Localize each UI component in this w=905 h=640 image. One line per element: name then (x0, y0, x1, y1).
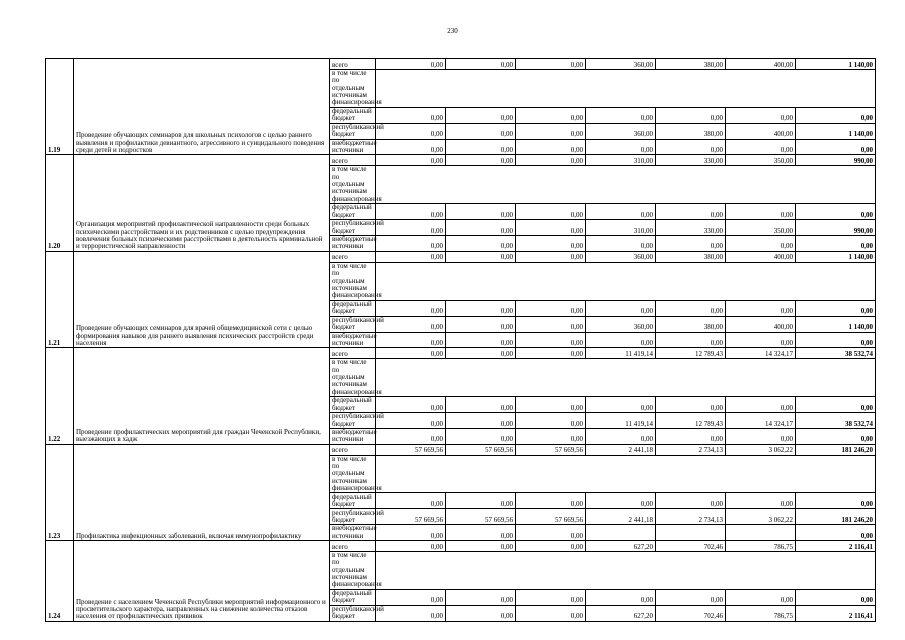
row-total-value: 38 532,74 (796, 348, 876, 359)
source-label-republican: республиканский бюджет (330, 412, 376, 428)
year-value: 310,00 (586, 220, 656, 236)
table-row (46, 444, 876, 455)
year-value: 360,00 (586, 59, 656, 70)
empty-cell (376, 262, 876, 300)
year-value: 0,00 (446, 348, 516, 359)
year-value: 0,00 (376, 348, 446, 359)
row-total-value: 0,00 (796, 493, 876, 509)
table-row (46, 251, 876, 262)
year-value: 3 062,22 (726, 444, 796, 455)
year-value: 0,00 (516, 541, 586, 552)
item-number: 1.21 (46, 251, 74, 347)
year-value: 0,00 (376, 589, 446, 605)
row-total-value: 0,00 (796, 332, 876, 348)
source-label-including: в том числе по отдельным источникам финансирования (330, 359, 376, 397)
year-value: 786,75 (726, 605, 796, 621)
year-value: 0,00 (446, 316, 516, 332)
year-value: 0,00 (586, 396, 656, 412)
year-value: 0,00 (446, 107, 516, 123)
year-value: 0,00 (376, 541, 446, 552)
year-value: 0,00 (516, 204, 586, 220)
year-value: 0,00 (446, 220, 516, 236)
year-value: 0,00 (516, 139, 586, 155)
year-value: 0,00 (726, 107, 796, 123)
year-value: 0,00 (516, 396, 586, 412)
year-value: 0,00 (446, 155, 516, 166)
year-value (656, 525, 726, 541)
year-value: 0,00 (656, 107, 726, 123)
year-value: 0,00 (586, 107, 656, 123)
year-value: 786,75 (726, 541, 796, 552)
year-value: 400,00 (726, 251, 796, 262)
source-label-including: в том числе по отдельным источникам финансирования (330, 166, 376, 204)
year-value: 2 734,13 (656, 509, 726, 525)
year-value: 12 789,43 (656, 348, 726, 359)
empty-cell (376, 455, 876, 493)
source-label-extrabudget: внебюджетные источники (330, 428, 376, 444)
item-number: 1.20 (46, 155, 74, 251)
row-total-value: 1 140,00 (796, 316, 876, 332)
year-value: 0,00 (376, 59, 446, 70)
year-value: 2 441,18 (586, 509, 656, 525)
year-value: 57 669,56 (516, 509, 586, 525)
source-label-total: всего (330, 541, 376, 552)
year-value: 57 669,56 (516, 444, 586, 455)
row-total-value: 0,00 (796, 204, 876, 220)
source-label-extrabudget: внебюджетные источники (330, 525, 376, 541)
year-value: 0,00 (586, 493, 656, 509)
year-value: 0,00 (656, 428, 726, 444)
year-value: 380,00 (656, 123, 726, 139)
row-total-value: 0,00 (796, 236, 876, 252)
year-value: 0,00 (516, 428, 586, 444)
year-value: 0,00 (656, 493, 726, 509)
year-value: 0,00 (446, 412, 516, 428)
row-total-value: 1 140,00 (796, 59, 876, 70)
row-total-value: 1 140,00 (796, 251, 876, 262)
year-value: 0,00 (656, 589, 726, 605)
empty-cell (376, 70, 876, 108)
row-total-value: 2 116,41 (796, 605, 876, 621)
year-value: 57 669,56 (446, 444, 516, 455)
year-value: 0,00 (376, 332, 446, 348)
year-value: 0,00 (586, 139, 656, 155)
year-value: 14 324,17 (726, 348, 796, 359)
item-name: Профилактика инфекционных заболеваний, включая иммунопрофилактику (74, 444, 330, 540)
year-value: 702,46 (656, 541, 726, 552)
empty-cell (376, 166, 876, 204)
year-value: 0,00 (516, 525, 586, 541)
year-value: 0,00 (376, 428, 446, 444)
row-total-value: 0,00 (796, 525, 876, 541)
year-value: 400,00 (726, 59, 796, 70)
year-value: 0,00 (586, 332, 656, 348)
year-value: 0,00 (516, 493, 586, 509)
source-label-republican: республиканский бюджет (330, 605, 376, 621)
empty-cell (376, 552, 876, 590)
year-value: 0,00 (656, 396, 726, 412)
row-total-value: 1 140,00 (796, 123, 876, 139)
table-row (46, 59, 876, 70)
table-row (46, 348, 876, 359)
year-value: 0,00 (376, 396, 446, 412)
empty-cell (376, 359, 876, 397)
source-label-including: в том числе по отдельным источникам финансирования (330, 262, 376, 300)
year-value: 0,00 (446, 396, 516, 412)
year-value: 0,00 (726, 139, 796, 155)
year-value: 0,00 (516, 605, 586, 621)
year-value: 330,00 (656, 155, 726, 166)
row-total-value: 990,00 (796, 155, 876, 166)
year-value: 0,00 (446, 251, 516, 262)
source-label-federal: федеральный бюджет (330, 396, 376, 412)
year-value: 0,00 (446, 605, 516, 621)
year-value: 627,20 (586, 605, 656, 621)
year-value: 0,00 (446, 123, 516, 139)
source-label-federal: федеральный бюджет (330, 300, 376, 316)
year-value: 0,00 (586, 204, 656, 220)
year-value: 0,00 (446, 589, 516, 605)
source-label-republican: республиканский бюджет (330, 123, 376, 139)
source-label-including: в том числе по отдельным источникам финансирования (330, 552, 376, 590)
year-value: 2 734,13 (656, 444, 726, 455)
item-name: Организация мероприятий профилактической направленности среди больных психическими расстройствами и их родственников с целью предупреждения вовлечения больных психическими расстройствами в деятельность криминальной и террористической направленности (74, 155, 330, 251)
source-label-federal: федеральный бюджет (330, 589, 376, 605)
year-value: 0,00 (726, 396, 796, 412)
year-value: 0,00 (376, 300, 446, 316)
year-value: 0,00 (656, 300, 726, 316)
year-value: 0,00 (516, 123, 586, 139)
year-value: 0,00 (726, 300, 796, 316)
year-value (726, 525, 796, 541)
row-total-value: 181 246,20 (796, 509, 876, 525)
year-value: 330,00 (656, 220, 726, 236)
year-value: 400,00 (726, 123, 796, 139)
year-value: 0,00 (516, 59, 586, 70)
page-number: 230 (447, 27, 458, 35)
year-value: 0,00 (516, 107, 586, 123)
year-value: 380,00 (656, 59, 726, 70)
year-value: 0,00 (446, 236, 516, 252)
year-value: 0,00 (656, 332, 726, 348)
item-name: Проведение с населением Чеченской Республики мероприятий информационного и просветительского характера, направленных на снижение количества отказов населения от профилактических прививок (74, 541, 330, 622)
year-value: 360,00 (586, 316, 656, 332)
item-name: Проведение обучающих семинаров для школьных психологов с целью раннего выявления и профилактики девиантного, агрессивного и суицидального поведения среди детей и подростков (74, 59, 330, 155)
row-total-value: 0,00 (796, 107, 876, 123)
source-label-total: всего (330, 59, 376, 70)
source-label-republican: республиканский бюджет (330, 316, 376, 332)
year-value: 0,00 (516, 589, 586, 605)
item-name: Проведение обучающих семинаров для врачей общемедицинской сети с целью формирования навыков для раннего выявления психических расстройств среди населения (74, 251, 330, 347)
year-value: 0,00 (376, 155, 446, 166)
year-value: 310,00 (586, 155, 656, 166)
year-value: 0,00 (446, 332, 516, 348)
table-row (46, 155, 876, 166)
year-value: 360,00 (586, 123, 656, 139)
source-label-extrabudget: внебюджетные источники (330, 139, 376, 155)
year-value: 350,00 (726, 155, 796, 166)
year-value: 0,00 (726, 236, 796, 252)
year-value: 0,00 (516, 155, 586, 166)
year-value: 0,00 (446, 525, 516, 541)
year-value: 360,00 (586, 251, 656, 262)
row-total-value: 2 116,41 (796, 541, 876, 552)
source-label-federal: федеральный бюджет (330, 204, 376, 220)
year-value: 0,00 (516, 348, 586, 359)
year-value: 57 669,56 (446, 509, 516, 525)
year-value: 380,00 (656, 316, 726, 332)
year-value: 0,00 (516, 251, 586, 262)
row-total-value: 990,00 (796, 220, 876, 236)
source-label-total: всего (330, 251, 376, 262)
row-total-value: 38 532,74 (796, 412, 876, 428)
year-value: 0,00 (656, 204, 726, 220)
source-label-federal: федеральный бюджет (330, 493, 376, 509)
year-value: 0,00 (376, 493, 446, 509)
year-value: 3 062,22 (726, 509, 796, 525)
year-value: 11 419,14 (586, 412, 656, 428)
year-value: 0,00 (376, 204, 446, 220)
row-total-value: 0,00 (796, 428, 876, 444)
year-value: 14 324,17 (726, 412, 796, 428)
source-label-republican: республиканский бюджет (330, 220, 376, 236)
year-value: 0,00 (376, 107, 446, 123)
row-total-value: 0,00 (796, 589, 876, 605)
row-total-value: 181 246,20 (796, 444, 876, 455)
year-value: 0,00 (656, 236, 726, 252)
year-value: 57 669,56 (376, 509, 446, 525)
year-value: 0,00 (516, 316, 586, 332)
year-value: 400,00 (726, 316, 796, 332)
year-value (586, 525, 656, 541)
source-label-extrabudget: внебюджетные источники (330, 236, 376, 252)
item-name: Проведение профилактических мероприятий для граждан Чеченской Республики, выезжающих в хадж (74, 348, 330, 444)
source-label-including: в том числе по отдельным источникам финансирования (330, 455, 376, 493)
table-row (46, 541, 876, 552)
year-value: 0,00 (726, 589, 796, 605)
row-total-value: 0,00 (796, 300, 876, 316)
year-value: 0,00 (446, 300, 516, 316)
year-value: 0,00 (376, 412, 446, 428)
year-value: 0,00 (446, 139, 516, 155)
year-value: 0,00 (376, 525, 446, 541)
year-value: 0,00 (726, 332, 796, 348)
source-label-federal: федеральный бюджет (330, 107, 376, 123)
year-value: 627,20 (586, 541, 656, 552)
budget-table (45, 58, 876, 622)
year-value: 0,00 (376, 139, 446, 155)
year-value: 0,00 (516, 220, 586, 236)
item-number: 1.22 (46, 348, 74, 444)
item-number: 1.24 (46, 541, 74, 622)
row-total-value: 0,00 (796, 139, 876, 155)
year-value: 11 419,14 (586, 348, 656, 359)
year-value: 0,00 (726, 428, 796, 444)
year-value: 0,00 (376, 236, 446, 252)
year-value: 0,00 (586, 300, 656, 316)
item-number: 1.23 (46, 444, 74, 540)
source-label-including: в том числе по отдельным источникам финансирования (330, 70, 376, 108)
year-value: 12 789,43 (656, 412, 726, 428)
year-value: 0,00 (446, 204, 516, 220)
year-value: 0,00 (516, 300, 586, 316)
year-value: 350,00 (726, 220, 796, 236)
year-value: 0,00 (726, 493, 796, 509)
item-number: 1.19 (46, 59, 74, 155)
year-value: 0,00 (376, 251, 446, 262)
year-value: 0,00 (516, 332, 586, 348)
year-value: 702,46 (656, 605, 726, 621)
year-value: 57 669,56 (376, 444, 446, 455)
year-value: 0,00 (446, 493, 516, 509)
year-value: 0,00 (446, 541, 516, 552)
row-total-value: 0,00 (796, 396, 876, 412)
year-value: 0,00 (586, 589, 656, 605)
year-value: 0,00 (376, 605, 446, 621)
year-value: 380,00 (656, 251, 726, 262)
year-value: 0,00 (376, 316, 446, 332)
source-label-total: всего (330, 155, 376, 166)
year-value: 0,00 (586, 428, 656, 444)
year-value: 0,00 (586, 236, 656, 252)
year-value: 0,00 (446, 428, 516, 444)
year-value: 0,00 (516, 412, 586, 428)
year-value: 0,00 (516, 236, 586, 252)
source-label-republican: республиканский бюджет (330, 509, 376, 525)
year-value: 0,00 (376, 220, 446, 236)
source-label-extrabudget: внебюджетные источники (330, 332, 376, 348)
year-value: 0,00 (376, 123, 446, 139)
year-value: 2 441,18 (586, 444, 656, 455)
year-value: 0,00 (726, 204, 796, 220)
year-value: 0,00 (446, 59, 516, 70)
source-label-total: всего (330, 348, 376, 359)
source-label-total: всего (330, 444, 376, 455)
year-value: 0,00 (656, 139, 726, 155)
